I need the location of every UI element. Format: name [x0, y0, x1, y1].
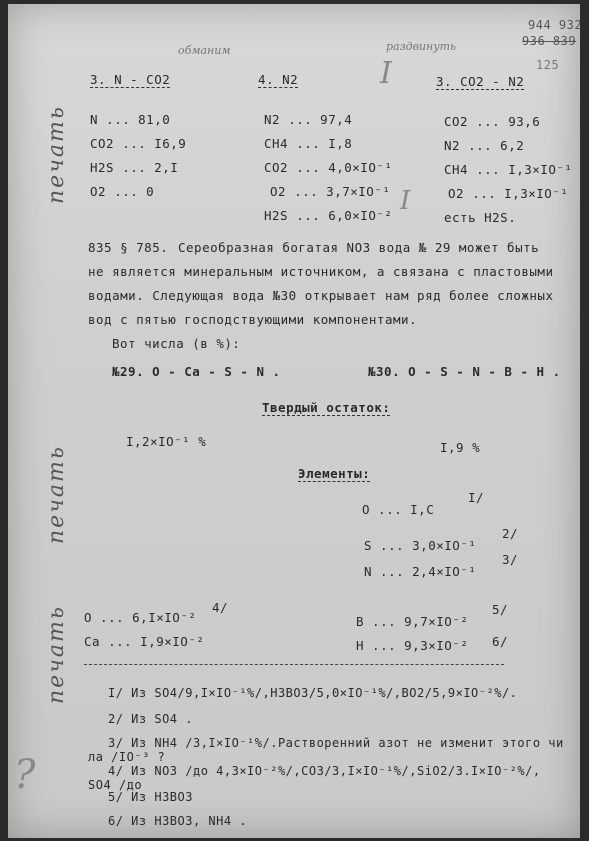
formula-water-29: №29. O - Ca - S - N .	[112, 364, 281, 379]
solid-residue-title: Твердый остаток:	[262, 400, 391, 415]
column-2-row: CO2 ... 4,0×IO⁻¹	[264, 160, 393, 175]
paragraph-line: Сереобразная богатая NO3 вода № 29 может быть	[178, 240, 540, 255]
column-3-row: есть H2S.	[444, 210, 517, 225]
margin-scribble-bottom: печать	[44, 605, 69, 704]
margin-scribble-middle: печать	[44, 445, 69, 544]
element-footnote-ref: 5/	[492, 602, 509, 617]
column-1-row: CO2 ... I6,9	[90, 136, 187, 151]
element-footnote-ref: 6/	[492, 634, 509, 649]
footnote-divider	[84, 664, 504, 665]
page-stamp-pencil: 125	[536, 58, 560, 72]
element-item: H ... 9,3×IO⁻²	[356, 638, 469, 653]
element-item: O ... 6,I×IO⁻²	[84, 610, 197, 625]
column-2-row: O2 ... 3,7×IO⁻¹	[270, 184, 391, 199]
solid-residue-right: I,9 %	[440, 440, 481, 455]
page-stamp-old: 936 839	[522, 34, 577, 48]
footnote: SO4 /до	[88, 778, 143, 792]
element-item: B ... 9,7×IO⁻²	[356, 614, 469, 629]
footnote: 4/ Из NO3 /до 4,3×IO⁻²%/,CO3/3,I×IO⁻¹%/,SiO2/3.I×IO⁻²%/,	[108, 764, 541, 778]
document-sheet	[8, 4, 583, 838]
element-item: Ca ... I,9×IO⁻²	[84, 634, 205, 649]
formula-water-30: №30. O - S - N - B - H .	[368, 364, 561, 379]
element-footnote-ref: 3/	[502, 552, 519, 567]
column-2-heading: 4. N2	[258, 72, 299, 87]
page-stamp: 944 932	[528, 18, 583, 32]
pencil-mark-i: I	[380, 56, 392, 91]
footnote: 2/ Из SO4 .	[108, 712, 193, 726]
column-1-row: H2S ... 2,I	[90, 160, 179, 175]
element-item: O ... I,C	[362, 502, 435, 517]
element-item: N ... 2,4×IO⁻¹	[364, 564, 477, 579]
column-3-row: N2 ... 6,2	[444, 138, 525, 153]
element-item: S ... 3,0×IO⁻¹	[364, 538, 477, 553]
solid-residue-left: I,2×IO⁻¹ %	[126, 434, 207, 449]
column-3-heading: 3. CO2 - N2	[436, 74, 525, 89]
element-footnote-ref: 4/	[212, 600, 229, 615]
footnote: 6/ Из H3BO3, NH4 .	[108, 814, 248, 828]
column-3-row: CO2 ... 93,6	[444, 114, 541, 129]
footnote: 5/ Из H3BO3	[108, 790, 193, 804]
column-1-row: N ... 81,0	[90, 112, 171, 127]
pencil-mark-i2: I	[400, 186, 411, 216]
elements-title: Элементы:	[298, 466, 371, 481]
numbers-label: Вот числа (в %):	[112, 336, 241, 351]
column-2-row: CH4 ... I,8	[264, 136, 353, 151]
margin-scribble-top: печать	[44, 105, 69, 204]
column-3-row: CH4 ... I,3×IO⁻¹	[444, 162, 573, 177]
column-1-heading: 3. N - CO2	[90, 72, 171, 87]
pencil-question-mark: ?	[14, 752, 36, 798]
column-3-row: O2 ... I,3×IO⁻¹	[448, 186, 569, 201]
column-1-row: O2 ... 0	[90, 184, 155, 199]
paragraph-prefix: 835 § 785.	[88, 240, 169, 255]
footnote: ла /IO⁻³ ?	[88, 750, 166, 764]
column-2-row: N2 ... 97,4	[264, 112, 353, 127]
footnote: I/ Из SO4/9,I×IO⁻¹%/,H3BO3/5,0×IO⁻¹%/,BO2/5,9×IO⁻²%/.	[108, 686, 518, 700]
column-2-row: H2S ... 6,0×IO⁻²	[264, 208, 393, 223]
paragraph-line: водами. Следующая вода №30 открывает нам ряд более сложных	[88, 288, 554, 303]
paragraph-line: вод с пятью господствующими компонентами.	[88, 312, 418, 327]
paragraph-line: не является минеральным источником, а связана с пластовыми	[88, 264, 554, 279]
element-footnote-ref: 2/	[502, 526, 519, 541]
footnote: 3/ Из NH4 /3,I×IO⁻¹%/.Растворенний азот не изменит этого чи	[108, 736, 564, 750]
pencil-note-a: обманим	[178, 44, 231, 57]
element-footnote-ref: I/	[468, 490, 485, 505]
pencil-note-b: раздвинуть	[386, 40, 457, 53]
